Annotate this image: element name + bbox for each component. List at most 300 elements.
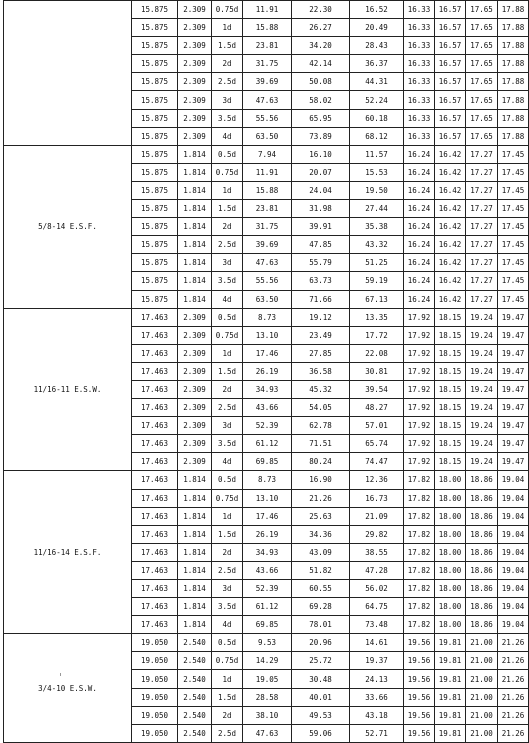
thread-spec-cell: 11/16-14 E.S.F. <box>4 471 132 634</box>
table-cell: 17.82 <box>404 489 435 507</box>
table-cell: 0.5d <box>212 471 243 489</box>
table-cell: 16.24 <box>404 200 435 218</box>
table-cell: 19.04 <box>498 580 529 598</box>
table-cell: 21.09 <box>350 507 404 525</box>
table-cell: 73.48 <box>350 616 404 634</box>
table-cell: 2.309 <box>178 91 212 109</box>
table-cell: 17.65 <box>466 19 498 37</box>
table-cell: 17.463 <box>132 308 178 326</box>
table-cell: 15.875 <box>132 236 178 254</box>
table-cell: 71.66 <box>292 290 350 308</box>
table-cell: 14.61 <box>350 634 404 652</box>
table-cell: 17.88 <box>498 91 529 109</box>
table-cell: 16.24 <box>404 163 435 181</box>
table-cell: 0.5d <box>212 634 243 652</box>
table-cell: 2d <box>212 543 243 561</box>
table-cell: 15.875 <box>132 181 178 199</box>
table-cell: 19.56 <box>404 652 435 670</box>
table-row <box>4 634 529 652</box>
table-cell: 16.24 <box>404 218 435 236</box>
table-cell: 71.51 <box>292 435 350 453</box>
table-cell: 17.463 <box>132 380 178 398</box>
table-cell: 64.75 <box>350 598 404 616</box>
table-cell: 15.875 <box>132 272 178 290</box>
table-cell: 2d <box>212 706 243 724</box>
table-cell: 51.25 <box>350 254 404 272</box>
table-cell: 16.33 <box>404 73 435 91</box>
table-cell: 15.875 <box>132 73 178 91</box>
page-edge-mark <box>60 673 61 676</box>
table-cell: 1d <box>212 181 243 199</box>
table-cell: 1.814 <box>178 163 212 181</box>
table-cell: 58.02 <box>292 91 350 109</box>
table-cell: 16.24 <box>404 236 435 254</box>
table-cell: 18.00 <box>435 525 466 543</box>
table-cell: 24.13 <box>350 670 404 688</box>
table-cell: 2.309 <box>178 417 212 435</box>
table-cell: 2.540 <box>178 706 212 724</box>
table-cell: 38.55 <box>350 543 404 561</box>
table-cell: 17.45 <box>498 236 529 254</box>
table-cell: 34.93 <box>243 543 292 561</box>
table-cell: 16.42 <box>435 254 466 272</box>
table-cell: 30.48 <box>292 670 350 688</box>
table-row <box>4 1 529 19</box>
table-cell: 73.89 <box>292 127 350 145</box>
table-cell: 16.90 <box>292 471 350 489</box>
table-cell: 18.86 <box>466 525 498 543</box>
table-cell: 17.45 <box>498 200 529 218</box>
table-cell: 16.24 <box>404 181 435 199</box>
table-cell: 7.94 <box>243 145 292 163</box>
table-cell: 62.78 <box>292 417 350 435</box>
table-cell: 19.04 <box>498 543 529 561</box>
table-cell: 3.5d <box>212 272 243 290</box>
table-cell: 19.47 <box>498 362 529 380</box>
table-cell: 19.24 <box>466 326 498 344</box>
table-cell: 15.875 <box>132 163 178 181</box>
table-cell: 17.92 <box>404 435 435 453</box>
table-cell: 31.75 <box>243 55 292 73</box>
table-cell: 17.65 <box>466 73 498 91</box>
table-cell: 1.814 <box>178 200 212 218</box>
table-cell: 17.82 <box>404 471 435 489</box>
table-cell: 17.463 <box>132 507 178 525</box>
table-cell: 15.875 <box>132 1 178 19</box>
table-cell: 16.42 <box>435 200 466 218</box>
table-cell: 20.49 <box>350 19 404 37</box>
table-cell: 19.24 <box>466 453 498 471</box>
table-cell: 2.309 <box>178 55 212 73</box>
table-cell: 17.27 <box>466 145 498 163</box>
table-cell: 19.50 <box>350 181 404 199</box>
table-cell: 18.86 <box>466 507 498 525</box>
table-cell: 2.309 <box>178 344 212 362</box>
table-cell: 17.463 <box>132 543 178 561</box>
table-cell: 19.24 <box>466 399 498 417</box>
table-cell: 2.309 <box>178 19 212 37</box>
table-cell: 80.24 <box>292 453 350 471</box>
table-cell: 17.463 <box>132 525 178 543</box>
table-cell: 34.36 <box>292 525 350 543</box>
table-cell: 2.309 <box>178 399 212 417</box>
table-cell: 17.463 <box>132 561 178 579</box>
table-cell: 0.75d <box>212 652 243 670</box>
table-cell: 29.82 <box>350 525 404 543</box>
table-cell: 17.92 <box>404 326 435 344</box>
thread-dimension-table <box>3 0 529 743</box>
thread-spec-cell: 3/4-10 E.S.W. <box>4 634 132 743</box>
table-cell: 26.27 <box>292 19 350 37</box>
table-cell: 17.45 <box>498 218 529 236</box>
table-cell: 19.04 <box>498 471 529 489</box>
table-cell: 19.47 <box>498 399 529 417</box>
table-cell: 19.04 <box>498 598 529 616</box>
table-cell: 1d <box>212 19 243 37</box>
table-row <box>4 145 529 163</box>
table-cell: 8.73 <box>243 471 292 489</box>
table-cell: 19.24 <box>466 380 498 398</box>
table-cell: 17.46 <box>243 507 292 525</box>
table-cell: 21.26 <box>498 634 529 652</box>
table-cell: 15.875 <box>132 254 178 272</box>
table-cell: 39.69 <box>243 236 292 254</box>
table-cell: 8.73 <box>243 308 292 326</box>
table-cell: 17.45 <box>498 163 529 181</box>
table-cell: 2.309 <box>178 73 212 91</box>
table-cell: 2.5d <box>212 561 243 579</box>
table-cell: 18.00 <box>435 489 466 507</box>
table-cell: 19.81 <box>435 688 466 706</box>
table-cell: 19.81 <box>435 670 466 688</box>
table-cell: 3d <box>212 254 243 272</box>
table-cell: 16.52 <box>350 1 404 19</box>
table-cell: 17.27 <box>466 254 498 272</box>
table-cell: 2.309 <box>178 435 212 453</box>
table-cell: 17.463 <box>132 598 178 616</box>
table-cell: 17.92 <box>404 399 435 417</box>
table-cell: 17.27 <box>466 181 498 199</box>
table-cell: 61.12 <box>243 435 292 453</box>
table-cell: 13.35 <box>350 308 404 326</box>
table-cell: 67.13 <box>350 290 404 308</box>
table-row <box>4 308 529 326</box>
table-cell: 18.00 <box>435 616 466 634</box>
table-cell: 18.86 <box>466 598 498 616</box>
table-cell: 60.55 <box>292 580 350 598</box>
table-cell: 16.24 <box>404 254 435 272</box>
table-cell: 17.88 <box>498 1 529 19</box>
table-cell: 65.74 <box>350 435 404 453</box>
table-cell: 18.00 <box>435 543 466 561</box>
table-cell: 19.04 <box>498 561 529 579</box>
table-cell: 15.875 <box>132 200 178 218</box>
table-cell: 15.88 <box>243 19 292 37</box>
table-cell: 14.29 <box>243 652 292 670</box>
table-cell: 50.08 <box>292 73 350 91</box>
table-cell: 4d <box>212 453 243 471</box>
table-cell: 21.26 <box>498 652 529 670</box>
table-cell: 65.95 <box>292 109 350 127</box>
table-cell: 17.82 <box>404 525 435 543</box>
table-cell: 40.01 <box>292 688 350 706</box>
table-cell: 19.24 <box>466 362 498 380</box>
table-cell: 21.26 <box>498 706 529 724</box>
table-cell: 19.050 <box>132 634 178 652</box>
table-cell: 25.72 <box>292 652 350 670</box>
thread-spec-cell <box>4 1 132 146</box>
table-cell: 17.27 <box>466 163 498 181</box>
table-cell: 19.56 <box>404 670 435 688</box>
table-cell: 15.875 <box>132 37 178 55</box>
table-cell: 2.540 <box>178 652 212 670</box>
table-cell: 17.27 <box>466 290 498 308</box>
table-cell: 15.875 <box>132 109 178 127</box>
table-cell: 17.463 <box>132 435 178 453</box>
table-cell: 2.5d <box>212 724 243 742</box>
table-cell: 59.06 <box>292 724 350 742</box>
table-cell: 20.96 <box>292 634 350 652</box>
table-cell: 17.463 <box>132 326 178 344</box>
table-cell: 4d <box>212 127 243 145</box>
table-cell: 17.463 <box>132 399 178 417</box>
table-cell: 19.24 <box>466 417 498 435</box>
table-cell: 2.309 <box>178 308 212 326</box>
table-cell: 17.463 <box>132 616 178 634</box>
table-cell: 18.15 <box>435 308 466 326</box>
table-cell: 17.27 <box>466 200 498 218</box>
table-cell: 69.85 <box>243 616 292 634</box>
table-cell: 1.814 <box>178 489 212 507</box>
table-cell: 24.04 <box>292 181 350 199</box>
table-cell: 38.10 <box>243 706 292 724</box>
table-cell: 18.15 <box>435 362 466 380</box>
table-cell: 3.5d <box>212 435 243 453</box>
table-cell: 1.814 <box>178 580 212 598</box>
table-cell: 21.00 <box>466 688 498 706</box>
table-cell: 18.15 <box>435 326 466 344</box>
table-cell: 11.57 <box>350 145 404 163</box>
table-cell: 13.10 <box>243 326 292 344</box>
table-cell: 17.88 <box>498 109 529 127</box>
table-cell: 19.04 <box>498 489 529 507</box>
table-cell: 18.15 <box>435 380 466 398</box>
table-cell: 2.309 <box>178 127 212 145</box>
table-cell: 19.050 <box>132 688 178 706</box>
table-cell: 59.19 <box>350 272 404 290</box>
table-cell: 1.814 <box>178 236 212 254</box>
table-cell: 16.57 <box>435 109 466 127</box>
table-cell: 19.050 <box>132 652 178 670</box>
table-cell: 18.15 <box>435 453 466 471</box>
table-cell: 1d <box>212 344 243 362</box>
table-cell: 43.66 <box>243 561 292 579</box>
table-cell: 2.309 <box>178 380 212 398</box>
table-cell: 47.63 <box>243 254 292 272</box>
table-cell: 17.463 <box>132 417 178 435</box>
table-cell: 26.19 <box>243 525 292 543</box>
table-cell: 16.33 <box>404 37 435 55</box>
table-cell: 3d <box>212 580 243 598</box>
table-cell: 43.09 <box>292 543 350 561</box>
table-cell: 2.309 <box>178 326 212 344</box>
table-cell: 22.30 <box>292 1 350 19</box>
table-cell: 57.01 <box>350 417 404 435</box>
table-cell: 16.24 <box>404 290 435 308</box>
table-cell: 17.463 <box>132 344 178 362</box>
table-cell: 19.47 <box>498 308 529 326</box>
table-cell: 1.5d <box>212 362 243 380</box>
table-cell: 3d <box>212 417 243 435</box>
table-cell: 16.42 <box>435 163 466 181</box>
table-cell: 2.309 <box>178 453 212 471</box>
table-cell: 21.00 <box>466 706 498 724</box>
table-cell: 17.82 <box>404 543 435 561</box>
table-cell: 21.26 <box>498 724 529 742</box>
table-cell: 18.00 <box>435 471 466 489</box>
table-cell: 1.5d <box>212 525 243 543</box>
table-cell: 19.56 <box>404 706 435 724</box>
table-cell: 15.53 <box>350 163 404 181</box>
table-cell: 1.814 <box>178 598 212 616</box>
table-cell: 17.92 <box>404 308 435 326</box>
table-cell: 60.18 <box>350 109 404 127</box>
table-cell: 1.814 <box>178 290 212 308</box>
table-cell: 30.81 <box>350 362 404 380</box>
table-cell: 27.85 <box>292 344 350 362</box>
table-cell: 21.00 <box>466 634 498 652</box>
table-cell: 48.27 <box>350 399 404 417</box>
table-cell: 19.47 <box>498 435 529 453</box>
table-cell: 18.00 <box>435 507 466 525</box>
table-cell: 17.65 <box>466 55 498 73</box>
table-body <box>4 1 529 743</box>
table-cell: 19.050 <box>132 670 178 688</box>
table-cell: 34.20 <box>292 37 350 55</box>
table-cell: 2.5d <box>212 399 243 417</box>
table-cell: 44.31 <box>350 73 404 91</box>
table-cell: 17.27 <box>466 218 498 236</box>
table-cell: 19.56 <box>404 688 435 706</box>
table-cell: 43.18 <box>350 706 404 724</box>
table-cell: 0.5d <box>212 308 243 326</box>
table-cell: 3.5d <box>212 109 243 127</box>
table-cell: 19.37 <box>350 652 404 670</box>
table-cell: 16.57 <box>435 91 466 109</box>
table-cell: 15.88 <box>243 181 292 199</box>
table-cell: 17.88 <box>498 127 529 145</box>
table-cell: 16.42 <box>435 145 466 163</box>
table-row <box>4 471 529 489</box>
table-cell: 17.65 <box>466 91 498 109</box>
table-cell: 3.5d <box>212 598 243 616</box>
table-cell: 0.75d <box>212 163 243 181</box>
table-cell: 15.875 <box>132 290 178 308</box>
table-cell: 19.81 <box>435 706 466 724</box>
table-cell: 19.050 <box>132 706 178 724</box>
table-cell: 15.875 <box>132 127 178 145</box>
table-cell: 17.92 <box>404 417 435 435</box>
table-cell: 19.04 <box>498 507 529 525</box>
table-cell: 16.24 <box>404 145 435 163</box>
table-cell: 33.66 <box>350 688 404 706</box>
table-cell: 63.50 <box>243 290 292 308</box>
table-cell: 36.37 <box>350 55 404 73</box>
table-cell: 19.47 <box>498 326 529 344</box>
table-cell: 26.19 <box>243 362 292 380</box>
table-cell: 52.39 <box>243 417 292 435</box>
table-cell: 0.5d <box>212 145 243 163</box>
table-cell: 0.75d <box>212 326 243 344</box>
table-cell: 18.15 <box>435 344 466 362</box>
table-cell: 15.875 <box>132 19 178 37</box>
table-cell: 43.66 <box>243 399 292 417</box>
table-cell: 1.5d <box>212 688 243 706</box>
table-cell: 16.57 <box>435 1 466 19</box>
table-cell: 18.86 <box>466 471 498 489</box>
table-cell: 17.65 <box>466 1 498 19</box>
table-cell: 52.39 <box>243 580 292 598</box>
table-cell: 17.88 <box>498 55 529 73</box>
table-cell: 61.12 <box>243 598 292 616</box>
table-cell: 17.45 <box>498 272 529 290</box>
table-cell: 1.814 <box>178 525 212 543</box>
table-cell: 18.00 <box>435 598 466 616</box>
table-cell: 35.38 <box>350 218 404 236</box>
table-cell: 1.814 <box>178 616 212 634</box>
table-cell: 74.47 <box>350 453 404 471</box>
table-cell: 42.14 <box>292 55 350 73</box>
table-cell: 9.53 <box>243 634 292 652</box>
table-cell: 15.875 <box>132 145 178 163</box>
table-cell: 16.73 <box>350 489 404 507</box>
table-cell: 17.45 <box>498 254 529 272</box>
table-cell: 19.04 <box>498 525 529 543</box>
table-cell: 69.85 <box>243 453 292 471</box>
table-cell: 55.56 <box>243 109 292 127</box>
table-cell: 21.26 <box>292 489 350 507</box>
table-cell: 16.24 <box>404 272 435 290</box>
table-cell: 17.27 <box>466 272 498 290</box>
table-cell: 19.24 <box>466 308 498 326</box>
table-cell: 21.00 <box>466 670 498 688</box>
table-cell: 2.540 <box>178 688 212 706</box>
table-cell: 17.82 <box>404 616 435 634</box>
table-cell: 21.26 <box>498 670 529 688</box>
table-cell: 47.63 <box>243 724 292 742</box>
table-cell: 18.00 <box>435 561 466 579</box>
table-cell: 3d <box>212 91 243 109</box>
table-cell: 18.86 <box>466 543 498 561</box>
table-cell: 17.463 <box>132 580 178 598</box>
table-cell: 1.5d <box>212 37 243 55</box>
table-cell: 23.49 <box>292 326 350 344</box>
table-cell: 16.57 <box>435 55 466 73</box>
table-cell: 55.79 <box>292 254 350 272</box>
table-cell: 28.43 <box>350 37 404 55</box>
table-cell: 18.15 <box>435 435 466 453</box>
table-cell: 17.92 <box>404 344 435 362</box>
table-cell: 2d <box>212 55 243 73</box>
table-cell: 34.93 <box>243 380 292 398</box>
table-cell: 23.81 <box>243 37 292 55</box>
table-cell: 1.814 <box>178 181 212 199</box>
table-cell: 18.00 <box>435 580 466 598</box>
table-cell: 15.875 <box>132 55 178 73</box>
table-cell: 1.814 <box>178 507 212 525</box>
table-cell: 13.10 <box>243 489 292 507</box>
table-cell: 16.42 <box>435 290 466 308</box>
